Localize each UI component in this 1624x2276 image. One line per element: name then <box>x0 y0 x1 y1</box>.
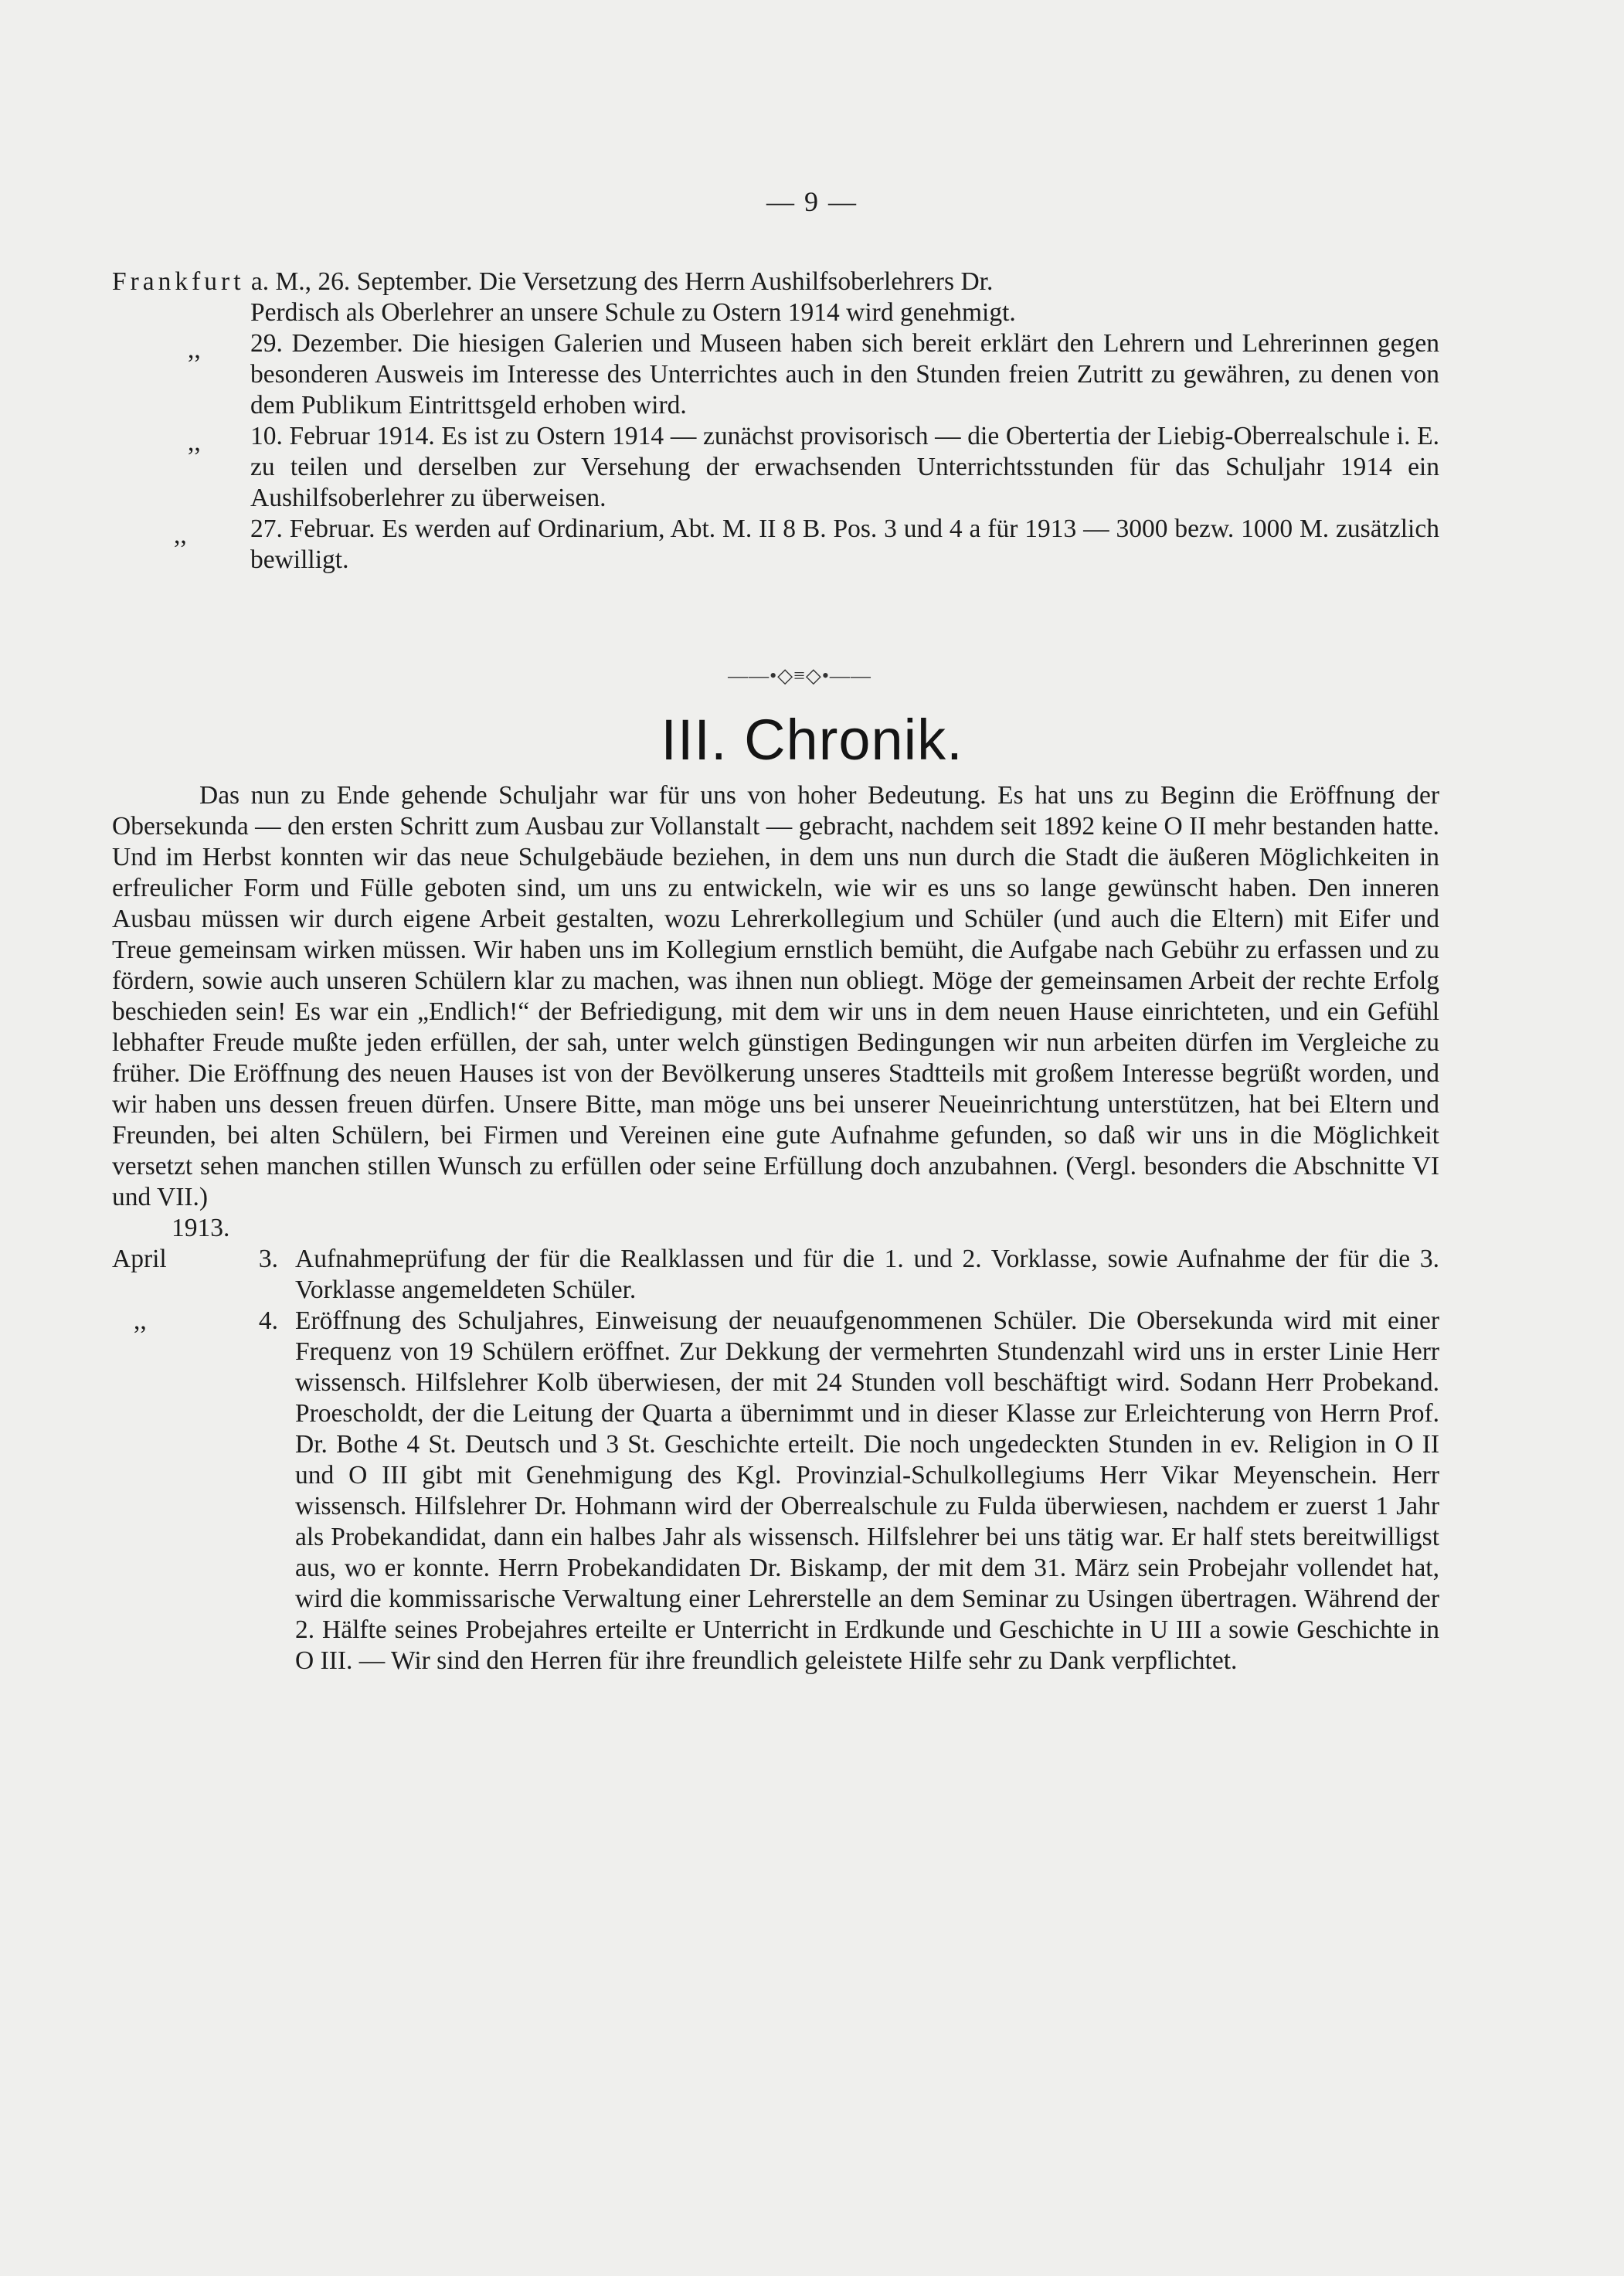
entry-29-dezember: ,, 29. Dezember. Die hiesigen Galerien und Museen haben sich bereit erklärt den Lehrern und Lehrerinnen gegen besonderen Ausweis im Interesse des Unterrichtes auch in den Stunden freien Zutritt zu gewähren, zu denen von dem Publikum Eintrittsgeld erhoben wird. <box>112 328 1439 421</box>
entry-text: 29. Dezember. Die hiesigen Galerien und Museen haben sich bereit erklärt den Lehrern und Lehrerinnen gegen besonderen Ausweis im Interesse des Unterrichtes auch in den Stunden freien Zutritt zu gewähren, zu denen von dem Publikum Eintrittsgeld erhoben wird. <box>250 329 1439 420</box>
intro-paragraph: Das nun zu Ende gehende Schuljahr war für uns von hoher Bedeutung. Es hat uns zu Beginn die Eröffnung der Obersekunda — den ersten Schritt zum Ausbau zur Vollanstalt — gebracht, nachdem seit 1892 keine O II mehr bestanden hatte. Und im Herbst konnten wir das neue Schulgebäude beziehen, in dem uns nun durch die Stadt die äußeren Möglichkeiten in erfreulicher Form und Fülle geboten sind, um uns zu entwickeln, wie wir es uns so lange gewünscht haben. Den inneren Ausbau müssen wir durch eigene Arbeit gestalten, wozu Lehrerkollegium und Schüler (und auch die Eltern) mit Eifer und Treue gemeinsam wirken müssen. Wir haben uns im Kollegium ernstlich bemüht, die Aufgabe nach Gebühr zu erfassen und zu fördern, sowie auch unseren Schülern klar zu machen, was ihnen nun obliegt. Möge der gemeinsamen Arbeit der rechte Erfolg beschieden sein! Es war ein „Endlich!“ der Befriedigung, mit dem wir uns in dem neuen Hause einrichteten, und ein Gefühl lebhafter Freude mußte jeden erfüllen, der sah, unter welch günstigen Bedingungen wir nun arbeiten dürfen im Vergleiche zu früher. Die Eröffnung des neuen Hauses ist von der Bevölkerung unseres Stadtteils mit großem Interesse begrüßt worden, und wir haben uns dessen freuen dürfen. Unsere Bitte, man möge uns bei unserer Neueinrichtung unterstützen, hat bei Eltern und Freunden, bei alten Schülern, bei Firmen und Vereinen eine gute Aufnahme gefunden, so daß wir uns in die Möglichkeit versetzt sehen manchen stillen Wunsch zu erfüllen oder seine Erfüllung doch anzubahnen. (Vergl. besonders die Abschnitte VI und VII.) <box>112 781 1439 1211</box>
entry-27-februar: ,, 27. Februar. Es werden auf Ordinarium, Abt. M. II 8 B. Pos. 3 und 4 a für 1913 — 3000 bezw. 1000 M. zusätzlich bewilligt. <box>112 514 1439 576</box>
chronicle-year: 1913. <box>172 1214 230 1242</box>
chronicle-day: 3. <box>258 1245 278 1273</box>
entry-frankfurt-text: a. M., 26. September. Die Versetzung des Herrn Aushilfsoberlehrers Dr. <box>244 267 994 296</box>
chronicle-entry <box>112 1244 1439 1306</box>
top-section <box>112 267 1439 576</box>
chronicle-day: 4. <box>258 1306 278 1335</box>
entry-frankfurt-line-1 <box>112 267 1439 297</box>
chronicle-text: Aufnahmeprüfung der für die Realklassen und für die 1. und 2. Vorklasse, sowie Aufnahme der für die 3. Vorklasse angemeldeten Schüler. <box>295 1245 1439 1304</box>
chronicle-entry <box>112 1306 1439 1676</box>
place-name: Frankfurt <box>112 267 245 296</box>
chronicle-month: ,, <box>134 1306 147 1335</box>
chronicle-text: Eröffnung des Schuljahres, Einweisung der neuaufgenommenen Schüler. Die Obersekunda wird mit einer Frequenz von 19 Schülern eröffnet. Zur Dekkung der vermehrten Stundenzahl wird uns in erster Linie Herr wissensch. Hilfslehrer Kolb überwiesen, der mit 24 Stunden voll beschäftigt wird. Sodann Herr Probekand. Proescholdt, der die Leitung der Quarta a übernimmt und in dieser Klasse zur Erleichterung von Herrn Prof. Dr. Bothe 4 St. Deutsch und 3 St. Geschichte erteilt. Die noch ungedeckten Stunden in ev. Religion in O II und O III gibt mit Genehmigung des Kgl. Provinzial-Schulkollegiums Herr Vikar Meyenschein. Herr wissensch. Hilfslehrer Dr. Hohmann wird der Oberrealschule zu Fulda überwiesen, nachdem er zuerst 1 Jahr als Probekandidat, dann ein halbes Jahr als wissensch. Hilfslehrer bei uns tätig war. Er half stets bereitwilligst aus, wo er konnte. Herrn Probekandidaten Dr. Biskamp, der mit dem 31. März sein Probejahr vollendet hat, wird die kommissarische Verwaltung einer Lehrerstelle an dem Seminar zu Usingen übertragen. Während der 2. Hälfte seines Probejahres erteilte er Unterricht in Erdkunde und Geschichte in U III a sowie Geschichte in O III. — Wir sind den Herren für ihre freundlich geleistete Hilfe sehr zu Dank verpflichtet. <box>295 1306 1439 1675</box>
entry-text: 27. Februar. Es werden auf Ordinarium, Abt. M. II 8 B. Pos. 3 und 4 a für 1913 — 3000 bezw. 1000 M. zusätzlich bewilligt. <box>250 515 1439 574</box>
entry-10-februar: ,, 10. Februar 1914. Es ist zu Ostern 1914 — zunächst provisorisch — die Obertertia der Liebig-Oberrealschule i. E. zu teilen und derselben zur Versehung der erwachsenden Unterrichtsstunden für das Schuljahr 1914 ein Aushilfsoberlehrer zu überweisen. <box>112 421 1439 514</box>
entry-frankfurt-line-2: Perdisch als Oberlehrer an unsere Schule zu Ostern 1914 wird genehmigt. <box>250 298 1016 327</box>
page-number: — 9 — <box>766 186 858 217</box>
entry-text: 10. Februar 1914. Es ist zu Ostern 1914 — zunächst provisorisch — die Obertertia der Liebig-Oberrealschule i. E. zu teilen und derselben zur Versehung der erwachsenden Unterrichtsstunden für das Schuljahr 1914 ein Aushilfsoberlehrer zu überweisen. <box>250 422 1439 512</box>
chronicle-month: April <box>112 1245 167 1273</box>
chronicle-section <box>112 780 1439 1676</box>
entry-frankfurt <box>112 267 1439 328</box>
section-divider-ornament: ——•◇≡◇•—— <box>728 664 871 687</box>
section-heading: III. Chronik. <box>661 708 963 772</box>
